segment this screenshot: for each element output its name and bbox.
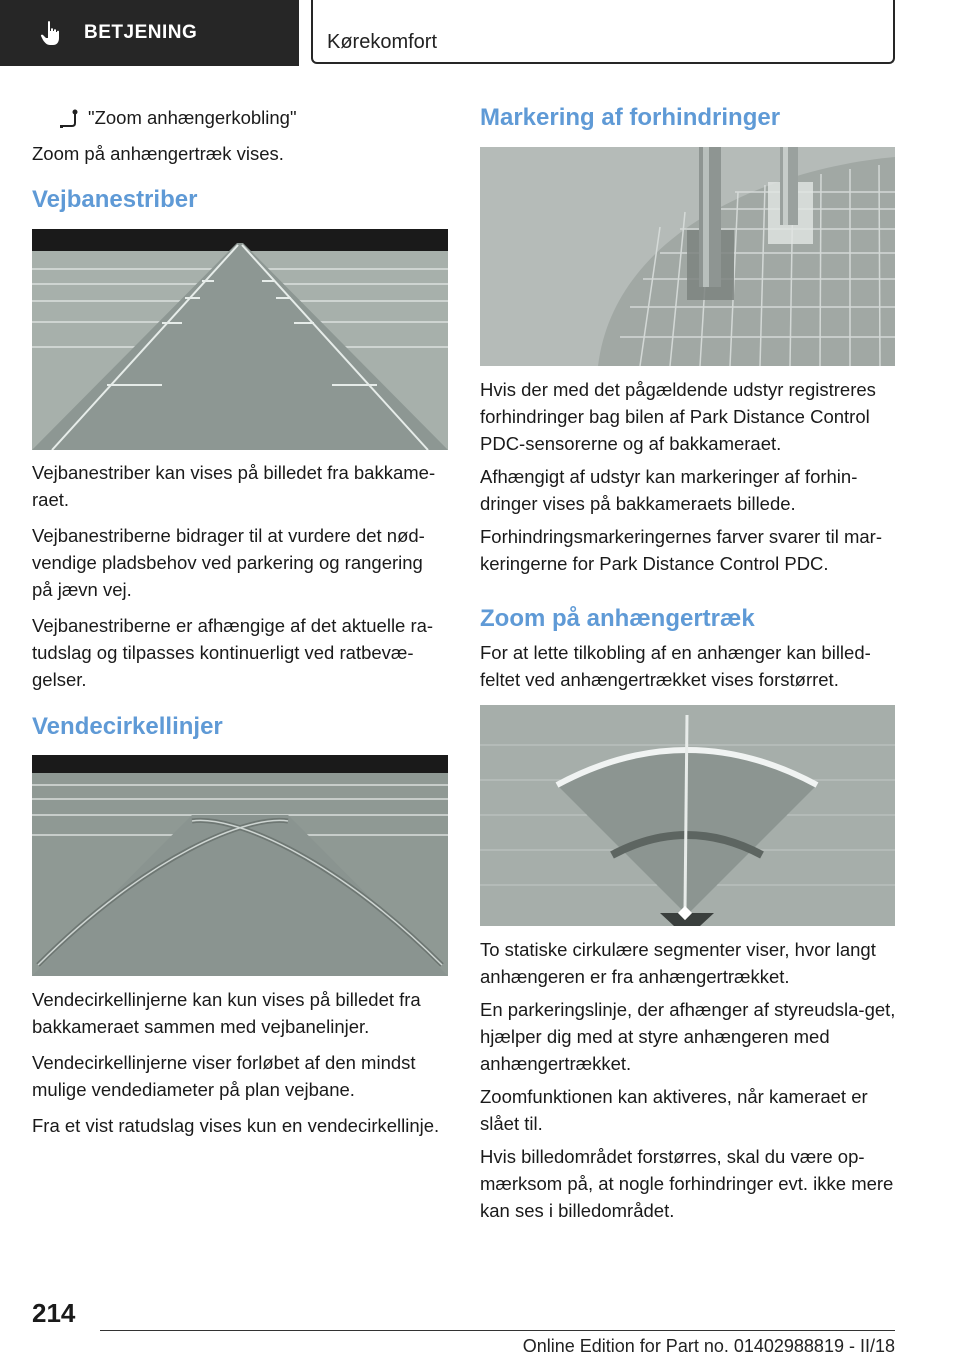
- subsection-title: Kørekomfort: [327, 31, 438, 53]
- lanes-image: [32, 229, 448, 450]
- turn-heading: Vendecirkellinjer: [32, 713, 223, 740]
- trailer-hitch-icon: [58, 108, 82, 130]
- lanes-p3: Vejbanestriberne er afhængige af det aktuelle ra-tudslag og tilpasses kontinuerligt ved ratbevæ-gelser.: [32, 615, 434, 690]
- turn-p2: Vendecirkellinjerne viser forløbet af den mindst mulige vendediameter på plan vejbane.: [32, 1052, 416, 1100]
- lanes-p2: Vejbanestriberne bidrager til at vurdere det nød-vendige pladsbehov ved parkering og rangering på jævn vej.: [32, 525, 425, 600]
- hand-pointer-icon: [40, 20, 62, 46]
- turn-p3: Fra et vist ratudslag vises kun en vendecirkellinje.: [32, 1115, 440, 1136]
- zoom-p2: To statiske cirkulære segmenter viser, hvor langt anhængeren er fra anhængertrækket.: [480, 939, 876, 987]
- footer-rule: [100, 1330, 895, 1331]
- zoom-p5: Hvis billedområdet forstørres, skal du være op-mærksom på, at nogle forhindringer evt. ikke mere kan ses i billedområdet.: [480, 1146, 894, 1221]
- turn-circle-image: [32, 755, 448, 976]
- zoom-heading: Zoom på anhængertræk: [480, 605, 755, 632]
- section-title: BETJENING: [84, 22, 198, 43]
- trailer-zoom-image: [480, 705, 895, 926]
- obstacle-p3: Forhindringsmarkeringernes farver svarer til mar-keringerne for Park Distance Control PDC.: [480, 526, 882, 574]
- page-header: [0, 0, 960, 66]
- zoom-item: [32, 104, 448, 167]
- obstacle-p2: Afhængigt af udstyr kan markeringer af forhin-dringer vises på bakkameraets billede.: [480, 466, 858, 514]
- subsection-box: [311, 0, 895, 64]
- edition-info: Online Edition for Part no. 01402988819 - II/18: [522, 1336, 895, 1356]
- zoom-p4: Zoomfunktionen kan aktiveres, når kameraet er slået til.: [480, 1086, 868, 1134]
- zoom-item-label: "Zoom anhængerkobling": [88, 107, 297, 128]
- turn-p1: Vendecirkellinjerne kan kun vises på billedet fra bakkameraet sammen med vejbanelinjer.: [32, 989, 421, 1037]
- zoom-item-desc: Zoom på anhængertræk vises.: [32, 143, 284, 164]
- lanes-p1: Vejbanestriber kan vises på billedet fra bakkame-raet.: [32, 462, 436, 510]
- obstacle-image: [480, 147, 895, 366]
- obstacle-heading: Markering af forhindringer: [480, 104, 781, 131]
- zoom-p1: For at lette tilkobling af en anhænger kan billed-feltet ved anhængertrækket vises forstørret.: [480, 642, 871, 690]
- zoom-p3: En parkeringslinje, der afhænger af styreudsla-get, hjælper dig med at styre anhængeren med anhængertrækket.: [480, 999, 896, 1074]
- page-number: 214: [32, 1298, 76, 1328]
- lanes-heading: Vejbanestriber: [32, 186, 198, 213]
- section-tab: [0, 0, 299, 66]
- obstacle-p1: Hvis der med det pågældende udstyr registreres forhindringer bag bilen af Park Distance Control PDC-sensorerne og af bakkameraet.: [480, 379, 876, 454]
